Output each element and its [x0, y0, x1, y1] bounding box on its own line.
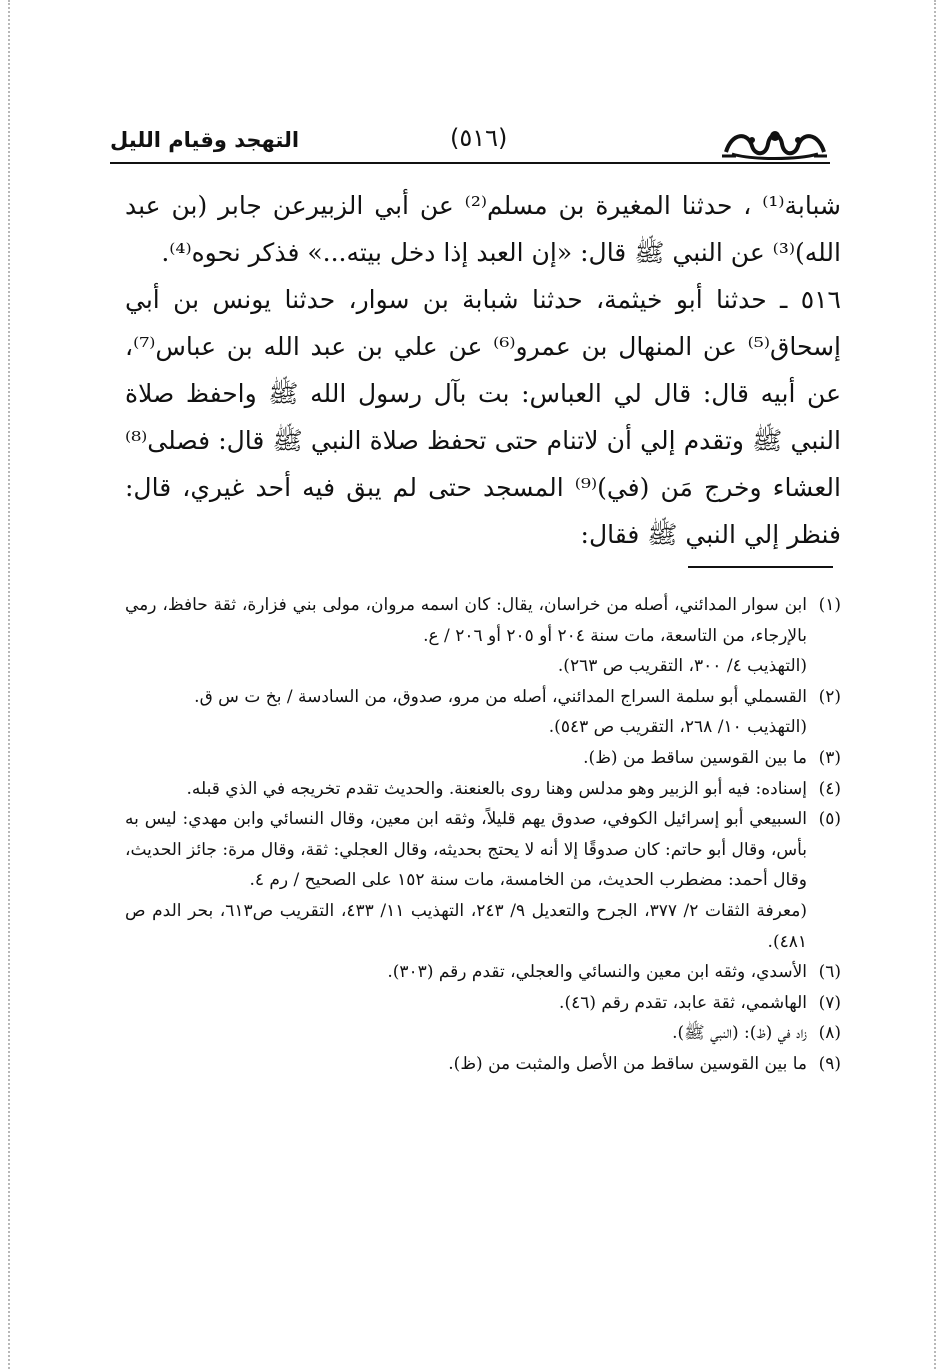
footnote-line: السبيعي أبو إسرائيل الكوفي، صدوق يهم قليلاً، وثقه ابن معين، وقال النسائي وابن مهدي: ليس به بأس، وقال أبو حاتم: كان صدوقًا إلا أنه لا يحتج بحديثه، وقال العجلي: ثقة، وقال مرة: جائز الحديث، وقال أحمد: مضطرب الحديث، من الخامسة، مات سنة ١٥٢ على الصحيح / رم ٤. [125, 809, 807, 891]
footnote-body [125, 743, 807, 774]
footnote-line: (التهذيب ٤/ ٣٠٠، التقريب ص ٢٦٣). [557, 656, 807, 677]
footnote-line: الأسدي، وثقه ابن معين والنسائي والعجلي، تقدم رقم (٣٠٣). [387, 962, 807, 983]
footnote-4 [125, 774, 841, 805]
scan-edge-right [934, 0, 936, 1369]
footnote-body [125, 1049, 807, 1080]
footnote-body [125, 1018, 807, 1049]
footnote-body [125, 957, 807, 988]
footnote-number: (٧) [818, 992, 841, 1013]
footnote-line: (معرفة الثقات ٢/ ٣٧٧، الجرح والتعديل ٩/ ٢٤٣، التهذيب ١١/ ٤٣٣، التقريب ص٦١٣، بحر الدم ص ٤٨١). [125, 900, 807, 952]
footnotes [125, 590, 841, 1080]
main-paragraph: شبابة⁽¹⁾ ، حدثنا المغيرة بن مسلم⁽²⁾ عن أبي الزبيرعن جابر (بن عبد الله)⁽³⁾ عن النبي ﷺ قال: «إن العبد إذا دخل بيته...» فذكر نحوه⁽⁴⁾. [125, 191, 842, 267]
footnote-number: (٦) [818, 962, 841, 983]
header-ornament-icon [722, 122, 827, 162]
footnote-8 [125, 1018, 841, 1049]
footnote-6 [125, 957, 841, 988]
footnote-line: زاد في (ظ): (النبي ﷺ). [672, 1023, 807, 1044]
footnote-body [125, 590, 807, 682]
footnote-3 [125, 743, 841, 774]
footnote-7 [125, 988, 841, 1019]
footnote-line: (التهذيب ١٠/ ٢٦٨، التقريب ص ٥٤٣). [548, 717, 807, 738]
footnote-number: (٢) [818, 686, 841, 707]
footnote-divider [688, 566, 833, 568]
scan-edge-left [8, 0, 10, 1369]
footnote-number: (٣) [818, 747, 841, 768]
footnote-line: الهاشمي، ثقة عابد، تقدم رقم (٤٦). [559, 992, 807, 1013]
footnote-line: القسملي أبو سلمة السراج المدائني، أصله من مرو، صدوق، من السادسة / بخ ت س ق. [194, 686, 807, 707]
page-header [110, 122, 830, 166]
footnote-number: (٨) [818, 1023, 841, 1044]
footnote-2 [125, 682, 841, 743]
footnote-line: ما بين القوسين ساقط من الأصل والمثبت من (ظ). [448, 1053, 807, 1074]
footnote-9 [125, 1049, 841, 1080]
footnote-line: ابن سوار المدائني، أصله من خراسان، يقال: كان اسمه مروان، مولى بني فزارة، ثقة حافظ، رمي بالإرجاء، من التاسعة، مات سنة ٢٠٤ أو ٢٠٥ أو ٢٠٦ / ع. [125, 595, 807, 646]
footnote-5 [125, 804, 841, 957]
footnote-number: (١) [818, 595, 841, 615]
footnote-1 [125, 590, 841, 682]
footnote-number: (٩) [818, 1053, 841, 1074]
footnote-body [125, 774, 807, 805]
footnote-body [125, 988, 807, 1019]
footnote-number: (٤) [818, 778, 841, 799]
running-title: التهجد وقيام الليل [110, 128, 300, 152]
main-text [125, 182, 841, 558]
page-number: (٥١٦) [450, 124, 508, 152]
footnote-body [125, 804, 807, 957]
hadith-516-paragraph: ٥١٦ ـ حدثنا أبو خيثمة، حدثنا شبابة بن سوار، حدثنا يونس بن أبي إسحاق⁽⁵⁾ عن المنهال بن عمرو⁽⁶⁾ عن علي بن عبد الله بن عباس⁽⁷⁾، عن أبيه قال: قال لي العباس: بت بآل رسول الله ﷺ واحفظ صلاة النبي ﷺ وتقدم إلي أن لاتنام حتى تحفظ صلاة النبي ﷺ قال: فصلى⁽⁸⁾ العشاء وخرج مَن (في)⁽⁹⁾ المسجد حتى لم يبق فيه أحد غيري، قال: فنظر إلي النبي ﷺ فقال: [125, 285, 841, 549]
footnote-body [125, 682, 807, 743]
header-divider [110, 162, 830, 164]
footnote-line: ما بين القوسين ساقط من (ظ). [583, 747, 807, 768]
footnote-number: (٥) [818, 809, 841, 830]
footnote-line: إسناده: فيه أبو الزبير وهو مدلس وهنا روى بالعنعنة. والحديث تقدم تخريجه في الذي قبله. [186, 778, 807, 799]
